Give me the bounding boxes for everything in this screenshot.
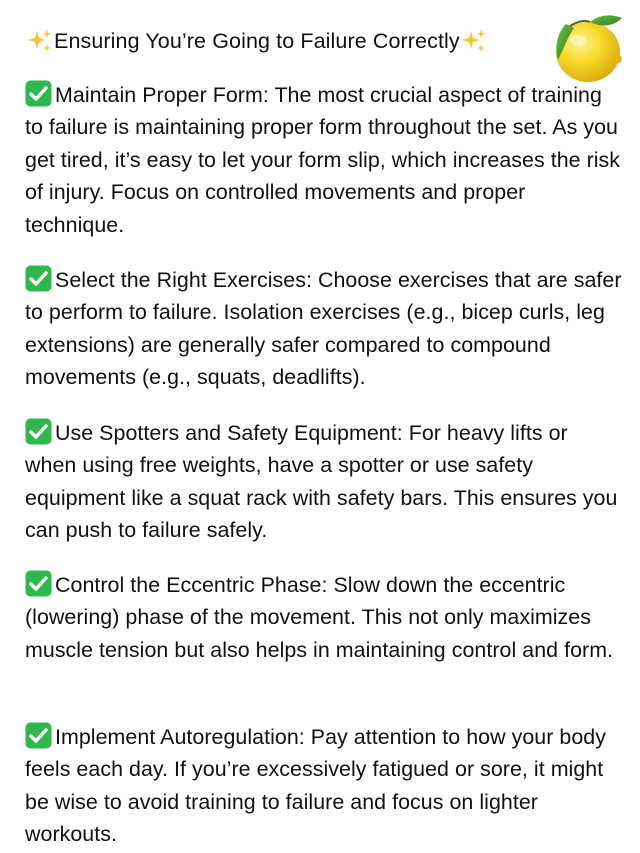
tip-select-right-exercises (25, 264, 625, 394)
page-title (26, 26, 488, 56)
lemon-icon (544, 6, 628, 86)
check-mark-button-icon (25, 722, 52, 749)
tip-text: Control the Eccentric Phase: Slow down the eccentric (lowering) phase of the movement. This not only maximizes muscle tension but also helps in maintaining control and form. (25, 573, 614, 662)
tip-text: Select the Right Exercises: Choose exercises that are safer to perform to failure. Isolation exercises (e.g., bicep curls, leg extensions) are generally safer compared to compound movements (e.g., squats, deadlifts). (25, 268, 622, 390)
tip-maintain-proper-form (25, 79, 625, 241)
tip-text: Use Spotters and Safety Equipment: For heavy lifts or when using free weights, have a spotter or use safety equipment like a squat rack with safety bars. This ensures you can push to failure safely. (25, 421, 618, 543)
tip-control-eccentric-phase (25, 569, 625, 666)
tip-text: Maintain Proper Form: The most crucial aspect of training to failure is maintaining proper form throughout the set. As you get tired, it’s easy to let your form slip, which increases the risk of injury. Focus on controlled movements and proper technique. (25, 83, 621, 237)
check-mark-button-icon (25, 418, 52, 445)
check-mark-button-icon (25, 80, 52, 107)
check-mark-button-icon (25, 265, 52, 292)
tip-use-spotters (25, 417, 625, 547)
tip-implement-autoregulation (25, 721, 625, 851)
check-mark-button-icon (25, 570, 52, 597)
title-text: Ensuring You’re Going to Failure Correctly (54, 28, 460, 53)
tip-text: Implement Autoregulation: Pay attention to how your body feels each day. If you’re excessively fatigued or sore, it might be wise to avoid training to failure and focus on lighter workouts. (25, 725, 606, 847)
sparkles-icon (460, 27, 488, 55)
sparkles-icon (26, 27, 54, 55)
